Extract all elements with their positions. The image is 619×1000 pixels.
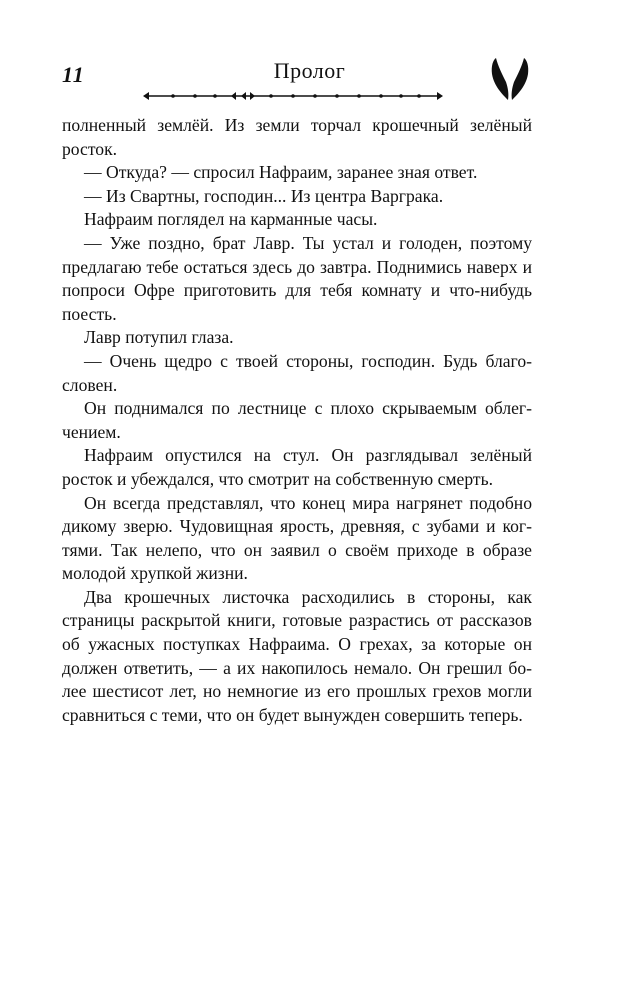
paragraph: Лавр потупил глаза. (84, 327, 234, 348)
paragraph: Нафраим опустился на стул. Он разглядывал зелёный росток и убеждался, что смотрит на собственную смерть. (62, 445, 532, 489)
paragraph: полненный землёй. Из земли торчал крошечный зелёный росток. (62, 115, 532, 159)
chapter-title: Пролог (273, 58, 346, 83)
paragraph: — Из Свартны, господин... Из центра Варграка. (84, 185, 444, 206)
paragraph: Два крошечных листочка расходились в стороны, как страницы раскрытой книги, готовые разрастись от рассказов об ужасных поступках Нафраима. О грехах, за которые он должен ответить, — а их накопилось немало. Он грешил более шестисот лет, но немногие из его прошлых грехов могли сравниться с теми, что он будет вынужден совершить теперь. (62, 586, 532, 725)
body-text (62, 114, 532, 727)
paragraph: — Уже поздно, брат Лавр. Ты устал и голоден, поэтому предлагаю тебе остаться здесь до завтра. Поднимись наверх и попроси Офре приготовить для тебя комнату и что-нибудь поесть. (62, 232, 532, 324)
paragraph: Он поднимался по лестнице с плохо скрываемым облегчением. (62, 398, 532, 442)
paragraph: — Откуда? — спросил Нафраим, заранее зная ответ. (84, 162, 478, 183)
header-ornament-rule (143, 90, 443, 102)
paragraph: Нафраим поглядел на карманные часы. (84, 209, 378, 230)
page-number: 11 (62, 62, 85, 87)
feather-wings-icon (490, 56, 530, 102)
paragraph: — Очень щедро с твоей стороны, господин. Будь благословен. (62, 350, 532, 395)
paragraph: Он всегда представлял, что конец мира нагрянет подобно дикому зверю. Чудовищная ярость, древняя, с зубами и когтями. Так нелепо, что он заявил о своём приходе в образе молодой хрупкой жизни. (62, 492, 532, 584)
